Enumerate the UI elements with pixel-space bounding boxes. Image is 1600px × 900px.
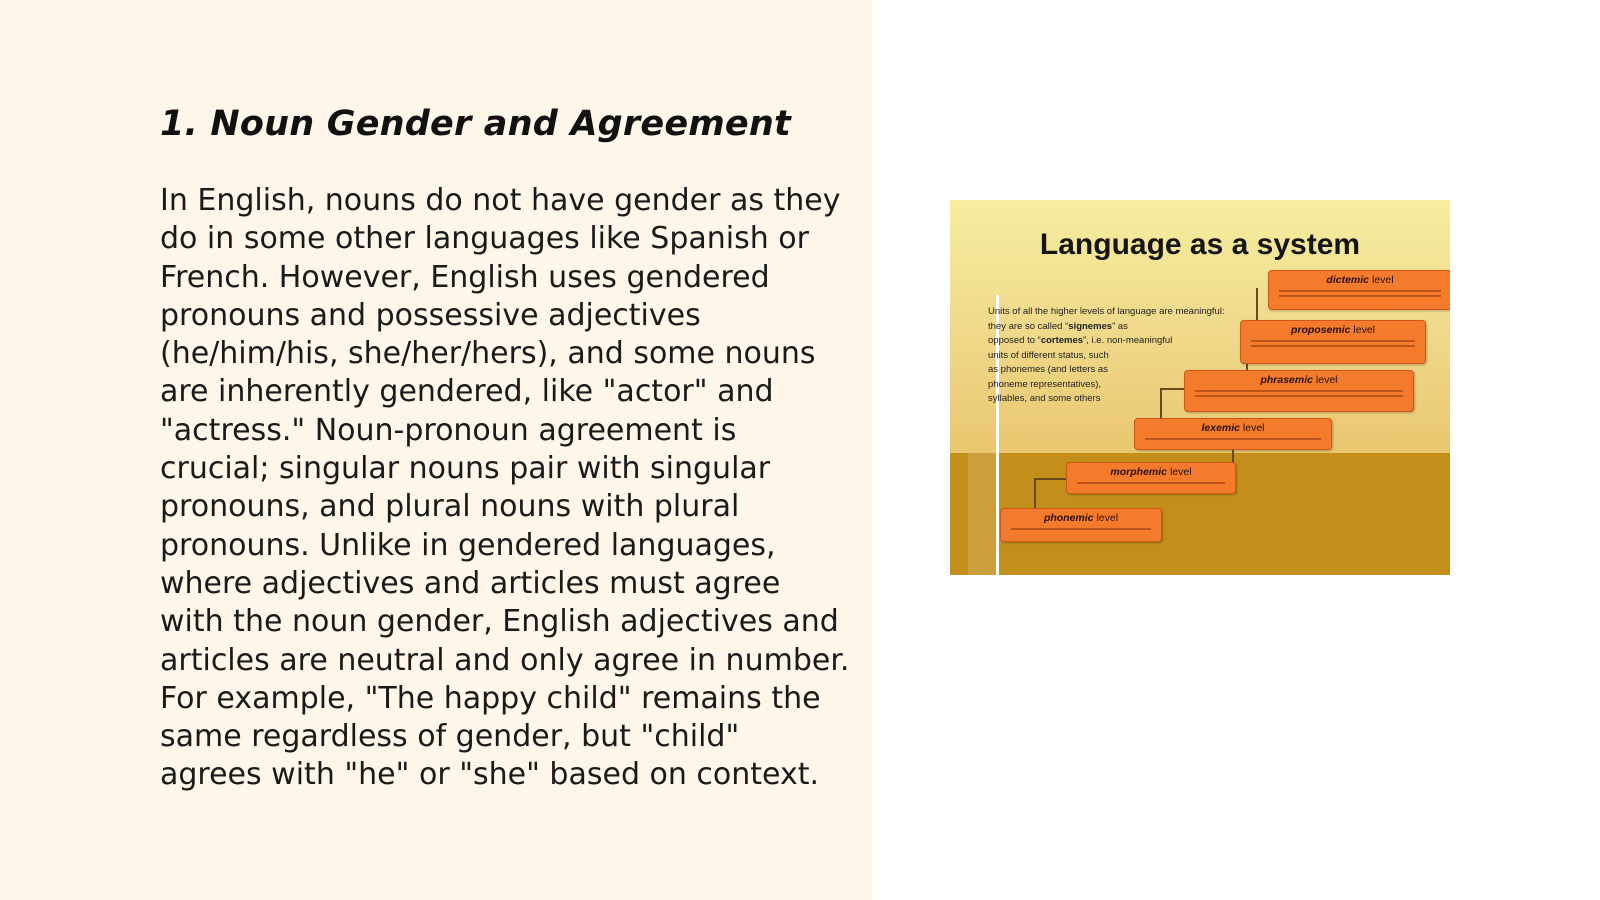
level-box-morphemic: morphemic level <box>1066 462 1236 494</box>
note-line: units of different status, such <box>988 349 1109 361</box>
slide-body-text: In English, nouns do not have gender as they do in some other languages like Spanish or French. However, English uses gendered pronouns and possessive adjectives (he/him/his, she/her/hers), and some nouns are inherently gendered, like "actor" and "actress." Noun-pronoun agreement is crucial; singular nouns pair with singular pronouns, and plural nouns with plural pronouns. Unlike in gendered languages, where adjectives and articles must agree with the noun gender, English adjectives and articles are neutral and only agree in number. For example, "The happy child" remains the same regardless of gender, but "child" agrees with "he" or "she" based on context. <box>160 183 850 793</box>
level-box-lexemic: lexemic level <box>1134 418 1332 450</box>
level-box-phonemic: phonemic level <box>1000 508 1162 542</box>
note-line: as phonemes (and letters as <box>988 364 1108 375</box>
note-line: syllables, and some others <box>988 393 1101 404</box>
note-line: phoneme representatives), <box>988 378 1102 390</box>
language-system-figure <box>950 200 1450 575</box>
level-box-proposemic: proposemic level <box>1240 320 1426 364</box>
note-line: Units of all the higher levels of language are meaningful: <box>988 306 1225 317</box>
level-connector <box>1034 478 1068 480</box>
figure-side-shade <box>968 453 998 575</box>
slide-title: 1. Noun Gender and Agreement <box>160 104 791 144</box>
note-line: opposed to “cortemes”, i.e. non-meaningful <box>988 335 1173 346</box>
level-box-dictemic: dictemic level <box>1268 270 1450 310</box>
note-line: they are so called “signemes” as <box>988 320 1128 332</box>
level-box-phrasemic: phrasemic level <box>1184 370 1414 412</box>
figure-title: Language as a system <box>1039 228 1361 261</box>
